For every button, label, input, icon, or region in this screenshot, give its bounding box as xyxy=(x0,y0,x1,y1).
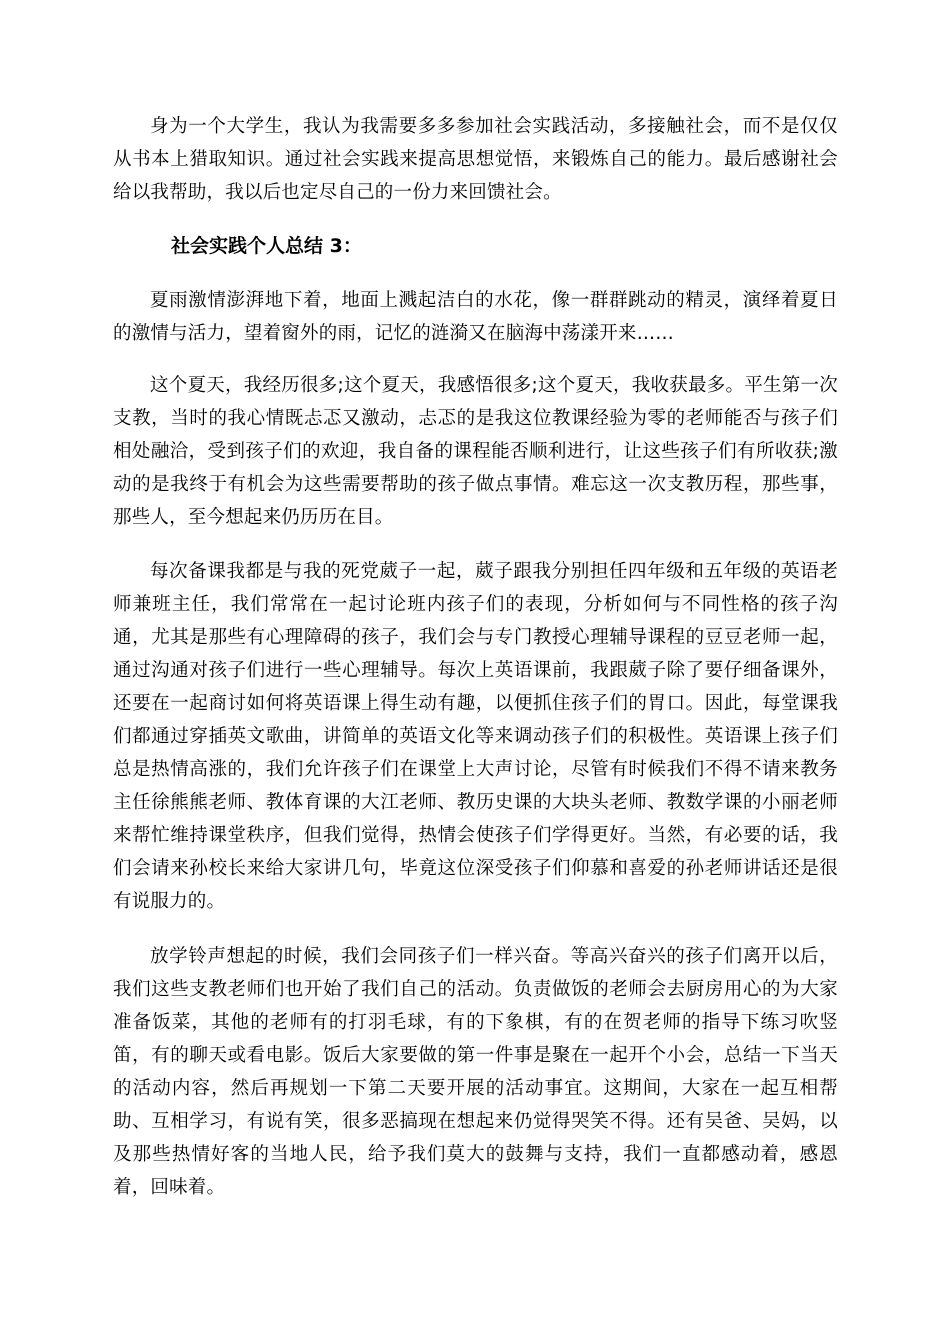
paragraph-reflection: 身为一个大学生，我认为我需要多多参加社会实践活动，多接触社会，而不是仅仅从书本上猎取知识。通过社会实践来提高思想觉悟，来锻炼自己的能力。最后感谢社会给以我帮助，我以后也定尽自己的一份力来回馈社会。 xyxy=(113,116,838,203)
paragraph-after-school: 放学铃声想起的时候，我们会同孩子们一样兴奋。等高兴奋兴的孩子们离开以后，我们这些支教老师们也开始了我们自己的活动。负责做饭的老师会去厨房用心的为大家准备饭菜，其他的老师有的打羽毛球，有的下象棋，有的在贺老师的指导下练习吹竖笛，有的聊天或看电影。饭后大家要做的第一件事是聚在一起开个小会，总结一下当天的活动内容，然后再规划一下第二天要开展的活动事宜。这期间，大家在一起互相帮助、互相学习，有说有笑，很多恶搞现在想起来仍觉得哭笑不得。还有吴爸、吴妈，以及那些热情好客的当地人民，给予我们莫大的鼓舞与支持，我们一直都感动着，感恩着，回味着。 xyxy=(113,946,838,1198)
document-body xyxy=(113,110,838,1204)
paragraph-summer-rain: 夏雨激情澎湃地下着，地面上溅起洁白的水花，像一群群跳动的精灵，演绎着夏日的激情与活力，望着窗外的雨，记忆的涟漪又在脑海中荡漾开来…… xyxy=(113,290,838,344)
section-heading: 社会实践个人总结 3： xyxy=(171,235,362,257)
paragraph-lesson-preparation: 每次备课我都是与我的死党葳子一起，葳子跟我分别担任四年级和五年级的英语老师兼班主任，我们常常在一起讨论班内孩子们的表现，分析如何与不同性格的孩子沟通，尤其是那些有心理障碍的孩子，我们会与专门教授心理辅导课程的豆豆老师一起，通过沟通对孩子们进行一些心理辅导。每次上英语课前，我跟葳子除了要仔细备课外，还要在一起商讨如何将英语课上得生动有趣，以便抓住孩子们的胃口。因此，每堂课我们都通过穿插英文歌曲，讲简单的英语文化等来调动孩子们的积极性。英语课上孩子们总是热情高涨的，我们允许孩子们在课堂上大声讨论，尽管有时候我们不得不请来教务主任徐熊熊老师、教体育课的大江老师、教历史课的大块头老师、教数学课的小丽老师来帮忙维持课堂秩序，但我们觉得，热情会使孩子们学得更好。当然，有必要的话，我们会请来孙校长来给大家讲几句，毕竟这位深受孩子们仰慕和喜爱的孙老师讲话还是很有说服力的。 xyxy=(113,561,838,912)
paragraph-teaching-experience: 这个夏天，我经历很多;这个夏天，我感悟很多;这个夏天，我收获最多。平生第一次支教，当时的我心情既忐忑又激动，忐忑的是我这位教课经验为零的老师能否与孩子们相处融洽，受到孩子们的欢迎，我自备的课程能否顺利进行，让这些孩子们有所收获;激动的是我终于有机会为这些需要帮助的孩子做点事情。难忘这一次支教历程，那些事，那些人，至今想起来仍历历在目。 xyxy=(113,375,838,528)
